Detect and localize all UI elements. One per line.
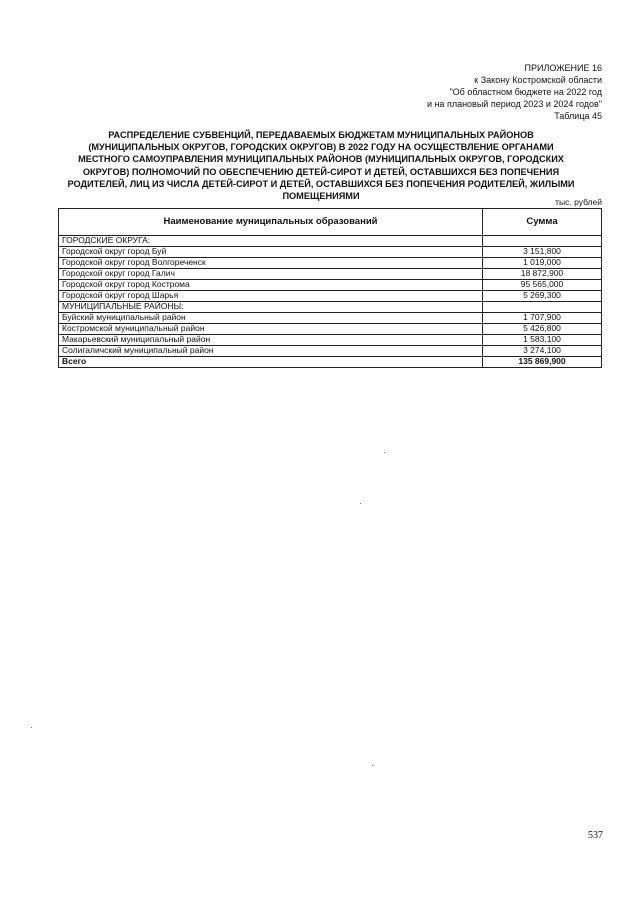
document-title	[60, 129, 582, 202]
table-row	[59, 280, 602, 291]
page-number: 537	[588, 830, 603, 841]
table-row	[59, 324, 602, 335]
row-sum: 5 426,800	[483, 324, 602, 335]
group-row-cities	[59, 236, 602, 247]
row-sum: 3 151,800	[483, 247, 602, 258]
title-line: (МУНИЦИПАЛЬНЫХ ОКРУГОВ, ГОРОДСКИХ ОКРУГОВ) В 2022 ГОДУ НА ОСУЩЕСТВЛЕНИЕ ОРГАНАМИ	[88, 142, 554, 153]
title-line: МЕСТНОГО САМОУПРАВЛЕНИЯ МУНИЦИПАЛЬНЫХ РАЙОНОВ (МУНИЦИПАЛЬНЫХ ОКРУГОВ, ГОРОДСКИХ	[78, 154, 564, 165]
table-row	[59, 313, 602, 324]
unit-label: тыс. рублей	[555, 197, 602, 207]
empty-cell	[483, 236, 602, 247]
law-title-line1: "Об областном бюджете на 2022 год	[449, 87, 602, 97]
table-number: Таблица 45	[554, 111, 602, 121]
row-name: Городской округ город Галич	[59, 269, 483, 280]
appendix-number: ПРИЛОЖЕНИЕ 16	[524, 63, 602, 73]
table-row	[59, 247, 602, 258]
total-label: Всего	[59, 357, 483, 368]
group-row-districts	[59, 302, 602, 313]
scan-speck	[360, 503, 361, 504]
scan-speck	[372, 765, 373, 766]
table-header-row	[59, 209, 602, 236]
row-name: Макарьевский муниципальный район	[59, 335, 483, 346]
row-sum: 5 269,300	[483, 291, 602, 302]
row-sum: 18 872,900	[483, 269, 602, 280]
total-row	[59, 357, 602, 368]
table-row	[59, 291, 602, 302]
row-name: Костромской муниципальный район	[59, 324, 483, 335]
row-name: Городской округ город Кострома	[59, 280, 483, 291]
row-sum: 1 583,100	[483, 335, 602, 346]
law-reference: к Закону Костромской области	[474, 75, 602, 85]
row-sum: 3 274,100	[483, 346, 602, 357]
row-name: Буйский муниципальный район	[59, 313, 483, 324]
table-row	[59, 346, 602, 357]
row-name: Солигаличский муниципальный район	[59, 346, 483, 357]
empty-cell	[483, 302, 602, 313]
title-line: РОДИТЕЛЕЙ, ЛИЦ ИЗ ЧИСЛА ДЕТЕЙ-СИРОТ И ДЕТЕЙ, ОСТАВШИХСЯ БЕЗ ПОПЕЧЕНИЯ РОДИТЕЛЕЙ, ЖИЛЫМИ	[67, 178, 575, 189]
row-sum: 95 565,000	[483, 280, 602, 291]
row-sum: 1 019,000	[483, 258, 602, 269]
table-row	[59, 269, 602, 280]
row-name: Городской округ город Шарья	[59, 291, 483, 302]
title-line: РАСПРЕДЕЛЕНИЕ СУБВЕНЦИЙ, ПЕРЕДАВАЕМЫХ БЮДЖЕТАМ МУНИЦИПАЛЬНЫХ РАЙОНОВ	[108, 130, 534, 140]
row-name: Городской округ город Волгореченск	[59, 258, 483, 269]
group-label: МУНИЦИПАЛЬНЫЕ РАЙОНЫ:	[59, 302, 483, 313]
scan-speck	[384, 452, 385, 453]
row-sum: 1 707,900	[483, 313, 602, 324]
total-sum: 135 869,900	[483, 357, 602, 368]
column-header-name: Наименование муниципальных образований	[59, 209, 483, 236]
column-header-sum: Сумма	[483, 209, 602, 236]
subsidy-table	[58, 208, 602, 368]
title-line: ПОМЕЩЕНИЯМИ	[282, 191, 360, 202]
row-name: Городской округ город Буй	[59, 247, 483, 258]
table-row	[59, 258, 602, 269]
title-line: ОКРУГОВ) ПОЛНОМОЧИЙ ПО ОБЕСПЕЧЕНИЮ ДЕТЕЙ-СИРОТ И ДЕТЕЙ, ОСТАВШИХСЯ БЕЗ ПОПЕЧЕНИЯ	[82, 166, 560, 177]
group-label: ГОРОДСКИЕ ОКРУГА:	[59, 236, 483, 247]
scan-speck	[31, 727, 32, 728]
table-row	[59, 335, 602, 346]
appendix-header	[427, 62, 602, 122]
law-title-line2: и на плановый период 2023 и 2024 годов"	[426, 99, 602, 109]
